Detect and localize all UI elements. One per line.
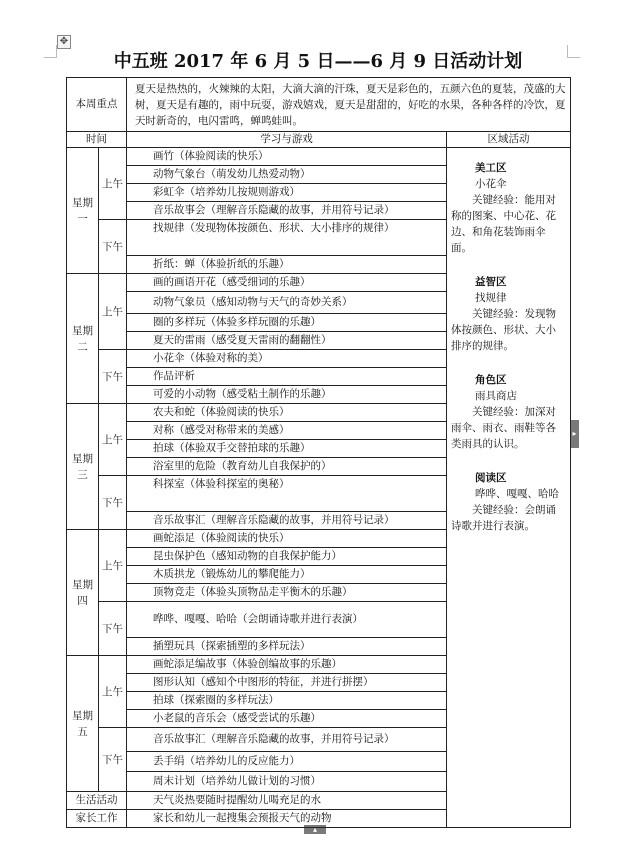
pm-label-wed: 下午 bbox=[99, 476, 127, 530]
day-label-tue: 星期二 bbox=[67, 274, 99, 404]
focus-text: 夏天是热热的，火辣辣的太阳，大滴大滴的汗珠，夏天是彩色的，五颜六色的夏装，茂盛的大树，夏天是有趣的，雨中玩耍，游戏嬉戏，夏天是甜甜的，好吃的水果，各种各样的冷饮，夏天时新奇的，电闪雷鸣，蝉鸣蛙叫。 bbox=[127, 78, 571, 132]
activity-item: 周末计划（培养幼儿做计划的习惯） bbox=[127, 772, 447, 792]
activity-item: 作品评析 bbox=[127, 368, 447, 386]
pm-label-tue: 下午 bbox=[99, 350, 127, 404]
parent-label: 家长工作 bbox=[67, 810, 127, 828]
area-item: 雨具商店 bbox=[475, 390, 517, 402]
area-item: 小花伞 bbox=[475, 178, 507, 190]
crop-mark-top-left bbox=[44, 45, 57, 58]
activity-item: 拍球（探索圈的多样玩法） bbox=[127, 692, 447, 710]
table-move-handle-icon[interactable]: ✥ bbox=[57, 35, 71, 49]
activity-item: 折纸：蝉（体验折纸的乐趣） bbox=[127, 256, 447, 274]
activity-item: 小花伞（体验对称的美） bbox=[127, 350, 447, 368]
day-label-mon: 星期一 bbox=[67, 148, 99, 274]
activity-item: 动物气象台（萌发幼儿热爱动物） bbox=[127, 166, 447, 184]
activity-item: 音乐故事汇（理解音乐隐藏的故事，并用符号记录） bbox=[127, 728, 447, 752]
activity-item: 音乐故事会（理解音乐隐藏的故事，并用符号记录） bbox=[127, 202, 447, 220]
area-item: 找规律 bbox=[475, 292, 507, 304]
activity-item: 木质拱龙（锻炼幼儿的攀爬能力） bbox=[127, 566, 447, 584]
am-label-fri: 上午 bbox=[99, 656, 127, 728]
life-text: 天气炎热要随时提醒幼儿喝充足的水 bbox=[127, 792, 571, 810]
area-name: 美工区 bbox=[475, 162, 507, 174]
am-label-tue: 上午 bbox=[99, 274, 127, 350]
pm-label-fri: 下午 bbox=[99, 728, 127, 792]
activity-item: 画蛇添足编故事（体验创编故事的乐趣） bbox=[127, 656, 447, 674]
activity-item: 找规律（发现物体按颜色、形状、大小排序的规律） bbox=[127, 220, 447, 256]
activity-item: 昆虫保护色（感知动物的自我保护能力） bbox=[127, 548, 447, 566]
activity-item: 小老鼠的音乐会（感受尝试的乐趣） bbox=[127, 710, 447, 728]
activity-item: 夏天的雷雨（感受夏天雷雨的翻翻性） bbox=[127, 332, 447, 350]
area-name: 角色区 bbox=[475, 374, 507, 386]
header-area: 区域活动 bbox=[447, 132, 571, 148]
activity-item: 动物气象员（感知动物与天气的奇妙关系） bbox=[127, 292, 447, 314]
header-time: 时间 bbox=[67, 132, 127, 148]
area-key-experience: 关键经验：发现物体按颜色、形状、大小排序的规律。 bbox=[451, 308, 556, 352]
day-label-fri: 星期五 bbox=[67, 656, 99, 792]
side-scroll-tab-icon[interactable]: ▸ bbox=[570, 420, 579, 448]
activity-item: 圈的多样玩（体验多样玩圈的乐趣） bbox=[127, 314, 447, 332]
header-learn: 学习与游戏 bbox=[127, 132, 447, 148]
activity-item: 彩虹伞（培养幼儿按规则游戏） bbox=[127, 184, 447, 202]
activity-item: 科探室（体验科探室的奥秘） bbox=[127, 476, 447, 512]
activity-item: 顶物竞走（体验头顶物品走平衡木的乐趣） bbox=[127, 584, 447, 602]
activity-item: 音乐故事汇（理解音乐隐藏的故事，并用符号记录） bbox=[127, 512, 447, 530]
day-label-wed: 星期三 bbox=[67, 404, 99, 530]
parent-text: 家长和幼儿一起搜集会预报天气的动物 bbox=[127, 810, 571, 828]
bottom-scroll-tab-icon[interactable]: ▴ bbox=[304, 825, 326, 834]
activity-item: 可爱的小动物（感受粘土制作的乐趣） bbox=[127, 386, 447, 404]
activity-item: 农夫和蛇（体验阅读的快乐） bbox=[127, 404, 447, 422]
activity-item: 拍球（体验双手交替拍球的乐趣） bbox=[127, 440, 447, 458]
activity-item: 插塑玩具（探索插塑的多样玩法） bbox=[127, 638, 447, 656]
activity-item: 浴室里的危险（教育幼儿自我保护的） bbox=[127, 458, 447, 476]
area-key-experience: 关键经验：加深对雨伞、雨衣、雨鞋等各类雨具的认识。 bbox=[451, 406, 556, 450]
activity-item: 图形认知（感知个中图形的特征，并进行拼摆） bbox=[127, 674, 447, 692]
area-name: 阅读区 bbox=[475, 472, 507, 484]
life-label: 生活活动 bbox=[67, 792, 127, 810]
am-label-wed: 上午 bbox=[99, 404, 127, 476]
activity-item: 对称（感受对称带来的美感） bbox=[127, 422, 447, 440]
activity-item: 画竹（体验阅读的快乐） bbox=[127, 148, 447, 166]
activity-item: 丢手绢（培养幼儿的反应能力） bbox=[127, 752, 447, 772]
pm-label-thu: 下午 bbox=[99, 602, 127, 656]
area-key-experience: 关键经验：能用对称的图案、中心花、花边、和角花装饰雨伞面。 bbox=[451, 194, 556, 254]
day-label-thu: 星期四 bbox=[67, 530, 99, 656]
area-key-experience: 关键经验：会朗诵诗歌并进行表演。 bbox=[451, 504, 556, 532]
pm-label-mon: 下午 bbox=[99, 220, 127, 274]
area-name: 益智区 bbox=[475, 276, 507, 288]
activity-item: 画的画语开花（感受细词的乐趣） bbox=[127, 274, 447, 292]
area-item: 哗哗、嘎嘎、哈哈 bbox=[475, 488, 559, 500]
activity-item: 哗哗、嘎嘎、哈哈（会朗诵诗歌并进行表演） bbox=[127, 602, 447, 638]
activity-item: 画蛇添足（体验阅读的快乐） bbox=[127, 530, 447, 548]
activity-plan-table bbox=[66, 77, 571, 828]
area-activities-cell bbox=[447, 148, 571, 828]
am-label-mon: 上午 bbox=[99, 148, 127, 220]
page-title: 中五班 2017 年 6 月 5 日——6 月 9 日活动计划 bbox=[113, 51, 523, 72]
am-label-thu: 上午 bbox=[99, 530, 127, 602]
focus-label: 本周重点 bbox=[67, 78, 127, 132]
